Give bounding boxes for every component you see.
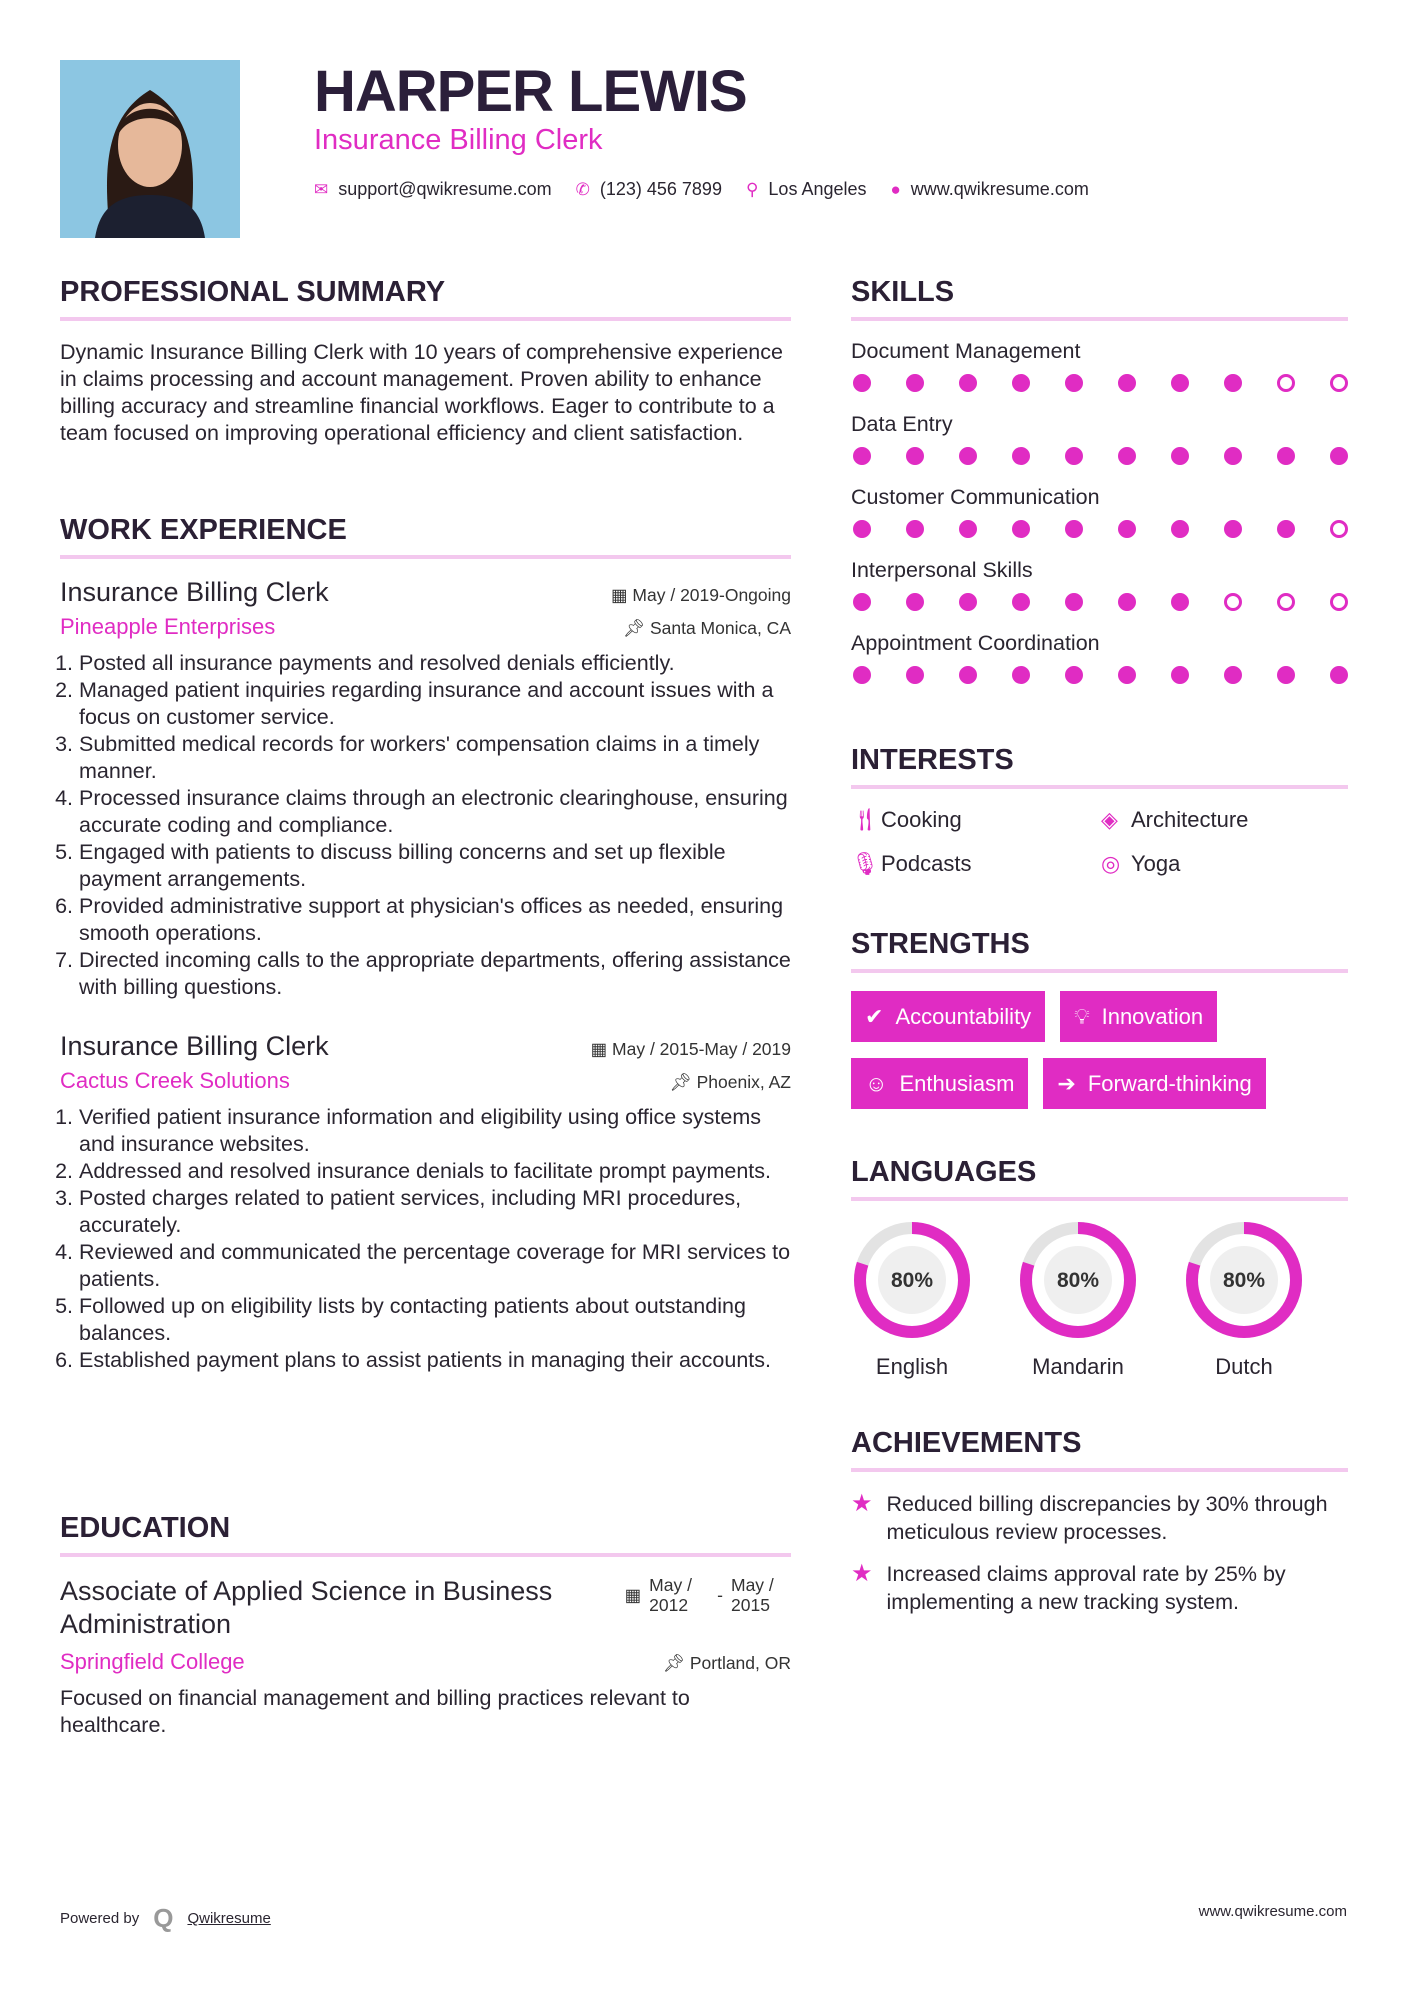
interest-item	[851, 851, 1101, 877]
job-location: Phoenix, AZ	[696, 1072, 791, 1092]
section-heading: PROFESSIONAL SUMMARY	[60, 276, 791, 321]
powered-by-text: Powered by	[60, 1910, 140, 1927]
skill-name: Customer Communication	[851, 485, 1100, 509]
filled-dot	[1224, 374, 1242, 392]
filled-dot	[1171, 520, 1189, 538]
filled-dot	[959, 593, 977, 611]
filled-dot	[1065, 666, 1083, 684]
job-location: Santa Monica, CA	[649, 618, 791, 638]
filled-dot	[1065, 593, 1083, 611]
language-name: English	[875, 1354, 949, 1379]
summary-section	[60, 276, 791, 447]
section-heading: STRENGTHS	[851, 928, 1348, 973]
section-heading: SKILLS	[851, 276, 1348, 321]
filled-dot	[906, 666, 924, 684]
language-item	[1017, 1219, 1139, 1380]
skill-name: Appointment Coordination	[851, 631, 1100, 655]
section-heading: INTERESTS	[851, 744, 1348, 789]
language-ring	[1017, 1219, 1139, 1341]
school-name: Springfield College	[60, 1649, 245, 1674]
language-ring	[1183, 1219, 1305, 1341]
smile-icon: ☺	[865, 1070, 888, 1096]
lifebuoy-icon: ◎	[1101, 851, 1121, 876]
location-text: Los Angeles	[768, 179, 867, 199]
language-name: Mandarin	[1032, 1354, 1124, 1379]
empty-dot	[1330, 593, 1348, 611]
filled-dot	[1224, 520, 1242, 538]
filled-dot	[906, 593, 924, 611]
empty-dot	[1277, 374, 1295, 392]
filled-dot	[1118, 520, 1136, 538]
filled-dot	[906, 374, 924, 392]
skill-name: Interpersonal Skills	[851, 558, 1033, 582]
achievement-text: Increased claims approval rate by 25% by implementing a new tracking system.	[886, 1562, 1286, 1614]
achievement-item	[851, 1490, 1348, 1546]
achievement-item	[851, 1560, 1348, 1616]
filled-dot	[1012, 666, 1030, 684]
empty-dot	[1224, 593, 1242, 611]
contact-bar	[314, 179, 1089, 200]
job-date: May / 2015-May / 2019	[612, 1039, 791, 1059]
skill-rating	[851, 447, 1348, 465]
language-name: Dutch	[1215, 1354, 1273, 1379]
bullet-item: 1. Posted all insurance payments and resolved denials efficiently.	[79, 650, 791, 677]
bullet-item: 2. Addressed and resolved insurance denials to facilitate prompt payments.	[79, 1158, 791, 1185]
filled-dot	[959, 374, 977, 392]
job-date: May / 2019-Ongoing	[632, 585, 791, 605]
candidate-name: HARPER LEWIS	[314, 59, 747, 124]
job-entry	[60, 577, 791, 1001]
utensils-icon: 🍴︎	[851, 807, 879, 832]
strength-badge	[851, 991, 1045, 1042]
star-icon: ★	[851, 1560, 873, 1587]
filled-dot	[1065, 520, 1083, 538]
filled-dot	[853, 374, 871, 392]
edu-location: Portland, OR	[689, 1653, 791, 1673]
skill-name: Document Management	[851, 339, 1081, 363]
section-heading: WORK EXPERIENCE	[60, 514, 791, 559]
skill-rating	[851, 666, 1348, 684]
email-link[interactable]: support@qwikresume.com	[338, 179, 552, 199]
filled-dot	[906, 520, 924, 538]
filled-dot	[1224, 666, 1242, 684]
empty-dot	[1330, 374, 1348, 392]
pushpin-icon: 📌︎	[662, 1653, 690, 1673]
strength-label: Innovation	[1101, 1003, 1204, 1029]
strength-badge	[1043, 1058, 1265, 1109]
qwikresume-logo-icon: Q	[153, 1903, 174, 1933]
filled-dot	[1330, 666, 1348, 684]
edu-end: May / 2015	[731, 1575, 774, 1615]
job-bullets	[60, 650, 791, 1001]
bullet-item: 6. Provided administrative support at physician's offices as needed, ensuring smooth operations.	[79, 893, 791, 947]
skills-section	[851, 276, 1348, 704]
envelope-icon: ✉	[314, 179, 329, 199]
filled-dot	[1118, 374, 1136, 392]
interest-item	[851, 807, 1101, 833]
filled-dot	[853, 593, 871, 611]
filled-dot	[1118, 666, 1136, 684]
interest-label: Architecture	[1131, 807, 1249, 832]
language-ring	[851, 1219, 973, 1341]
bullet-item: 2. Managed patient inquiries regarding insurance and account issues with a focus on customer service.	[79, 677, 791, 731]
map-pin-icon: ⚲	[745, 179, 759, 199]
language-item	[851, 1219, 973, 1380]
section-heading: ACHIEVEMENTS	[851, 1427, 1348, 1472]
skill-name: Data Entry	[851, 412, 953, 436]
filled-dot	[959, 447, 977, 465]
filled-dot	[1171, 666, 1189, 684]
filled-dot	[1012, 593, 1030, 611]
calendar-icon: ▦	[611, 585, 633, 605]
section-heading: EDUCATION	[60, 1512, 791, 1557]
filled-dot	[1171, 447, 1189, 465]
filled-dot	[1012, 520, 1030, 538]
filled-dot	[1065, 374, 1083, 392]
filled-dot	[853, 666, 871, 684]
job-title: Insurance Billing Clerk	[60, 1031, 329, 1061]
filled-dot	[1012, 374, 1030, 392]
language-percent: 80%	[890, 1269, 934, 1292]
languages-section	[851, 1156, 1348, 1380]
filled-dot	[1171, 374, 1189, 392]
bullet-item: 1. Verified patient insurance information and eligibility using office systems and insurance websites.	[79, 1104, 791, 1158]
strength-label: Forward-thinking	[1087, 1070, 1252, 1096]
lightbulb-icon: 💡︎	[1074, 1003, 1090, 1029]
star-icon: ★	[851, 1490, 873, 1517]
skill-rating	[851, 374, 1348, 392]
interest-item	[1101, 807, 1351, 833]
filled-dot	[1118, 593, 1136, 611]
candidate-title: Insurance Billing Clerk	[314, 124, 603, 156]
bullet-item: 5. Engaged with patients to discuss billing concerns and set up flexible payment arrangements.	[79, 839, 791, 893]
filled-dot	[853, 520, 871, 538]
interest-item	[1101, 851, 1351, 877]
bullet-item: 5. Followed up on eligibility lists by contacting patients about outstanding balances.	[79, 1293, 791, 1347]
section-heading: LANGUAGES	[851, 1156, 1348, 1201]
company-name: Pineapple Enterprises	[60, 614, 276, 639]
strength-badge	[1060, 991, 1217, 1042]
job-bullets	[60, 1104, 791, 1374]
interests-section	[851, 744, 1348, 877]
skill-rating	[851, 593, 1348, 611]
language-percent: 80%	[1222, 1269, 1266, 1292]
filled-dot	[959, 520, 977, 538]
filled-dot	[1118, 447, 1136, 465]
profile-photo	[60, 60, 240, 238]
edu-start: May / 2012	[649, 1575, 692, 1615]
arrow-right-icon: ➔	[1057, 1070, 1076, 1096]
empty-dot	[1330, 520, 1348, 538]
language-percent: 80%	[1056, 1269, 1100, 1292]
website-link[interactable]: www.qwikresume.com	[910, 179, 1089, 199]
education-section: EDUCATION Associate of Applied Science in Business Administration ▦ May / 2012 - May / 2015 Springfield College 📌︎ Portland, OR Focused on financial management and billing practices relevant to healthcare.	[60, 1512, 791, 1737]
language-item	[1183, 1219, 1305, 1380]
bullet-item: 7. Directed incoming calls to the appropriate departments, offering assistance with billing questions.	[79, 947, 791, 1001]
interest-label: Cooking	[881, 807, 962, 832]
filled-dot	[1330, 447, 1348, 465]
interest-label: Podcasts	[881, 851, 972, 876]
summary-text: Dynamic Insurance Billing Clerk with 10 years of comprehensive experience in claims processing and account management. Proven ability to enhance billing accuracy and streamline financial workflows. Eager to contribute to a team focused on improving operational efficiency and client satisfaction.	[60, 340, 783, 445]
check-circle-icon: ✔	[865, 1003, 884, 1029]
strength-label: Accountability	[895, 1003, 1032, 1029]
bullet-item: 4. Processed insurance claims through an electronic clearinghouse, ensuring accurate coding and compliance.	[79, 785, 791, 839]
filled-dot	[1277, 447, 1295, 465]
strengths-section	[851, 928, 1348, 1109]
job-title: Insurance Billing Clerk	[60, 577, 329, 607]
filled-dot	[853, 447, 871, 465]
filled-dot	[906, 447, 924, 465]
calendar-icon: ▦	[624, 1585, 642, 1605]
bullet-item: 4. Reviewed and communicated the percentage coverage for MRI services to patients.	[79, 1239, 791, 1293]
empty-dot	[1277, 593, 1295, 611]
experience-section	[60, 514, 791, 1374]
filled-dot	[1065, 447, 1083, 465]
edu-description: Focused on financial management and billing practices relevant to healthcare.	[60, 1686, 690, 1737]
achievement-text: Reduced billing discrepancies by 30% through meticulous review processes.	[886, 1492, 1328, 1544]
globe-icon: ●	[890, 179, 901, 199]
job-entry	[60, 1031, 791, 1374]
achievements-section	[851, 1427, 1348, 1630]
filled-dot	[1012, 447, 1030, 465]
strength-label: Enthusiasm	[899, 1070, 1015, 1096]
microphone-icon: 🎙︎	[851, 851, 879, 876]
filled-dot	[1224, 447, 1242, 465]
filled-dot	[1171, 593, 1189, 611]
bullet-item: 6. Established payment plans to assist patients in managing their accounts.	[79, 1347, 791, 1374]
strength-badge	[851, 1058, 1028, 1109]
interest-label: Yoga	[1131, 851, 1181, 876]
filled-dot	[1277, 666, 1295, 684]
footer-website[interactable]: www.qwikresume.com	[1198, 1903, 1347, 1920]
phone-text: (123) 456 7899	[599, 179, 722, 199]
brand-link[interactable]: Qwikresume	[187, 1910, 271, 1927]
phone-icon: ✆	[575, 179, 590, 199]
footer-brand	[60, 1903, 271, 1934]
pushpin-icon: 📌︎	[622, 618, 650, 638]
company-name: Cactus Creek Solutions	[60, 1068, 290, 1093]
degree-title: Associate of Applied Science in Business Administration	[60, 1576, 553, 1639]
ruler-icon: ◈	[1101, 807, 1118, 832]
filled-dot	[1277, 520, 1295, 538]
skill-rating	[851, 520, 1348, 538]
bullet-item: 3. Posted charges related to patient services, including MRI procedures, accurately.	[79, 1185, 791, 1239]
filled-dot	[959, 666, 977, 684]
calendar-icon: ▦	[590, 1039, 613, 1059]
pushpin-icon: 📌︎	[669, 1072, 697, 1092]
bullet-item: 3. Submitted medical records for workers' compensation claims in a timely manner.	[79, 731, 791, 785]
